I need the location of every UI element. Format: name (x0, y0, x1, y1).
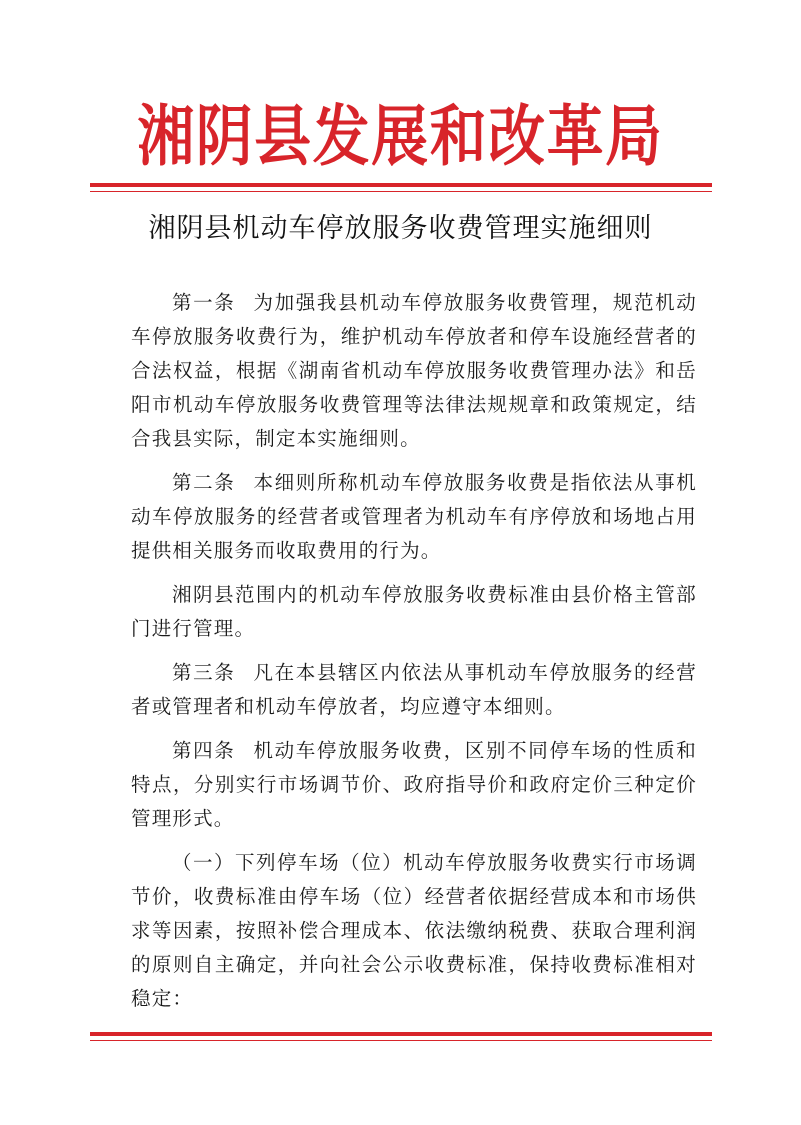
article-label: 第二条 (172, 471, 236, 494)
paragraph-text: 为加强我县机动车停放服务收费管理，规范机动车停放服务收费行为，维护机动车停放者和停车设施经营者的合法权益，根据《湖南省机动车停放服务收费管理办法》和岳阳市机动车停放服务收费管理等法律法规规章和政策规定，结合我县实际，制定本实施细则。 (131, 291, 697, 450)
paragraph-article-4-item-1 (131, 846, 697, 1016)
footer-rule-thick (90, 1032, 712, 1036)
paragraph-article-4 (131, 734, 697, 836)
paragraph-article-3 (131, 656, 697, 724)
footer-rule-thin (90, 1040, 712, 1041)
document-body (131, 286, 697, 1026)
letterhead-org-name: 湘阴县发展和改革局 (137, 98, 664, 175)
paragraph-text: 湘阴县范围内的机动车停放服务收费标准由县价格主管部门进行管理。 (131, 583, 697, 640)
article-label: 第三条 (172, 661, 236, 684)
paragraph-text: 凡在本县辖区内依法从事机动车停放服务的经营者或管理者和机动车停放者，均应遵守本细则。 (131, 661, 697, 718)
paragraph-text: 本细则所称机动车停放服务收费是指依法从事机动车停放服务的经营者或管理者为机动车有序停放和场地占用提供相关服务而收取费用的行为。 (131, 471, 697, 562)
article-label: 第一条 (172, 291, 236, 314)
article-label: 第四条 (172, 739, 236, 762)
paragraph-article-2-cont (131, 578, 697, 646)
paragraph-article-1 (131, 286, 697, 456)
document-title: 湘阴县机动车停放服务收费管理实施细则 (148, 213, 653, 244)
paragraph-text: 机动车停放服务收费，区别不同停车场的性质和特点，分别实行市场调节价、政府指导价和政府定价三种定价管理形式。 (131, 739, 697, 830)
paragraph-text: （一）下列停车场（位）机动车停放服务收费实行市场调节价，收费标准由停车场（位）经营者依据经营成本和市场供求等因素，按照补偿合理成本、依法缴纳税费、获取合理利润的原则自主确定，并向社会公示收费标准，保持收费标准相对稳定： (131, 851, 697, 1010)
header-rule-thin (90, 191, 712, 192)
paragraph-article-2 (131, 466, 697, 568)
header-rule-thick (90, 183, 712, 187)
